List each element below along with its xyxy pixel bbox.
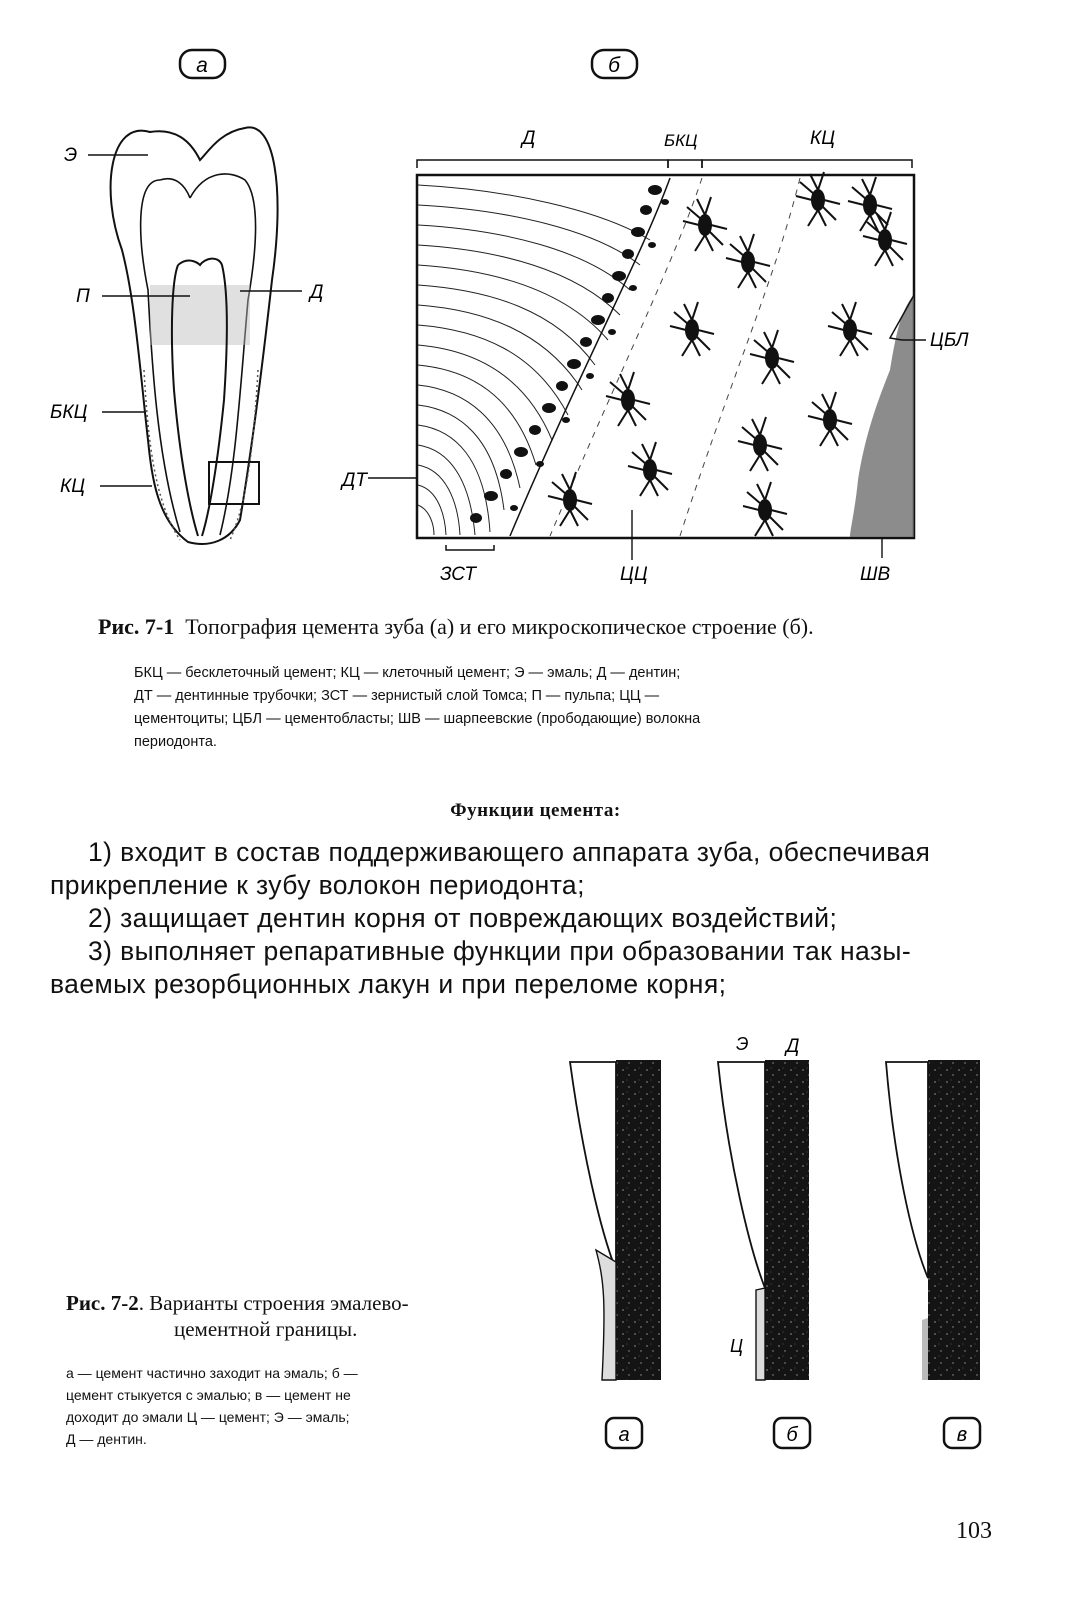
- legend-line: Д — дентин.: [66, 1431, 147, 1447]
- function-item-3: 3) выполняет репаративные функции при образовании так назы-: [88, 936, 912, 966]
- functions-heading: Функции цемента:: [450, 800, 621, 821]
- figure-7-1-legend: [134, 662, 954, 754]
- micrograph-frame: [417, 175, 914, 538]
- legend-line: периодонта.: [134, 734, 217, 750]
- panel-a-label: а: [196, 54, 208, 77]
- label-b-cementocytes: ЦЦ: [620, 564, 648, 585]
- figure-7-1-caption: [98, 614, 998, 640]
- legend-line: доходит до эмали Ц — цемент; Э — эмаль;: [66, 1409, 350, 1425]
- label-cellular-cement: КЦ: [60, 476, 86, 497]
- panel-b-label: б: [608, 54, 620, 77]
- figure-7-2-caption-line1: . Варианты строения эмалево-: [138, 1291, 409, 1315]
- figure-7-2-number: Рис. 7-2: [66, 1291, 139, 1315]
- label-acellular-cement: БКЦ: [50, 402, 88, 423]
- label-b-tubules: ДТ: [342, 470, 367, 491]
- legend-line: БКЦ — бесклеточный цемент; КЦ — клеточный цемент; Э — эмаль; Д — дентин;: [134, 665, 681, 681]
- label-b-cellular: КЦ: [810, 128, 836, 149]
- dentin-bar-b: [765, 1060, 809, 1380]
- legend-line: цементоциты; ЦБЛ — цементобласты; ШВ — шарпеевские (прободающие) волокна: [134, 711, 701, 727]
- label-cement-2: Ц: [730, 1336, 744, 1356]
- figure-7-2-diagrams: [560, 1030, 1000, 1450]
- legend-line: а — цемент частично заходит на эмаль; б —: [66, 1365, 358, 1381]
- function-item-3-cont: ваемых резорбционных лакун и при переломе корня;: [50, 969, 727, 999]
- function-item-2: 2) защищает дентин корня от повреждающих воздействий;: [88, 903, 838, 933]
- figure-7-1-panel-a: [40, 40, 370, 580]
- figure-7-1-number: Рис. 7-1: [98, 614, 175, 639]
- label-enamel-2: Э: [736, 1034, 749, 1054]
- label-b-tomes: ЗСТ: [440, 564, 476, 585]
- label-b-cementoblasts: ЦБЛ: [930, 330, 969, 351]
- variant-b: [718, 1034, 810, 1448]
- variant-c: [886, 1060, 980, 1448]
- label-b-acellular: БКЦ: [664, 131, 698, 150]
- function-item-1-cont: прикрепление к зубу волокон периодонта;: [50, 870, 585, 900]
- label-b-dentin: Д: [522, 128, 536, 149]
- panel-label-c: в: [956, 1424, 968, 1446]
- figure-7-1-caption-text: Топография цемента зуба (а) и его микроскопическое строение (б).: [185, 614, 814, 639]
- label-b-sharpey: ШВ: [860, 564, 891, 585]
- label-dentin-2: Д: [786, 1036, 800, 1057]
- panel-label-a: а: [618, 1424, 630, 1446]
- dentin-bar-c: [928, 1060, 980, 1380]
- legend-line: цемент стыкуется с эмалью; в — цемент не: [66, 1387, 351, 1403]
- figure-7-2-legend: [66, 1362, 506, 1450]
- dentin-bar-a: [616, 1060, 661, 1380]
- figure-7-1-panel-b: [330, 40, 990, 600]
- page-number: 103: [956, 1518, 992, 1544]
- label-pulp: П: [76, 286, 90, 307]
- label-dentin: Д: [310, 282, 324, 303]
- panel-label-b: б: [786, 1424, 798, 1446]
- variant-a: [570, 1060, 661, 1448]
- functions-list: [50, 836, 1010, 1001]
- label-enamel: Э: [64, 145, 78, 166]
- legend-line: ДТ — дентинные трубочки; ЗСТ — зернистый слой Томса; П — пульпа; ЦЦ —: [134, 688, 660, 704]
- figure-7-2-caption-line2: цементной границы.: [174, 1317, 358, 1341]
- function-item-1: 1) входит в состав поддерживающего аппарата зуба, обеспечивая: [88, 837, 931, 867]
- figure-7-2-caption: [66, 1290, 506, 1342]
